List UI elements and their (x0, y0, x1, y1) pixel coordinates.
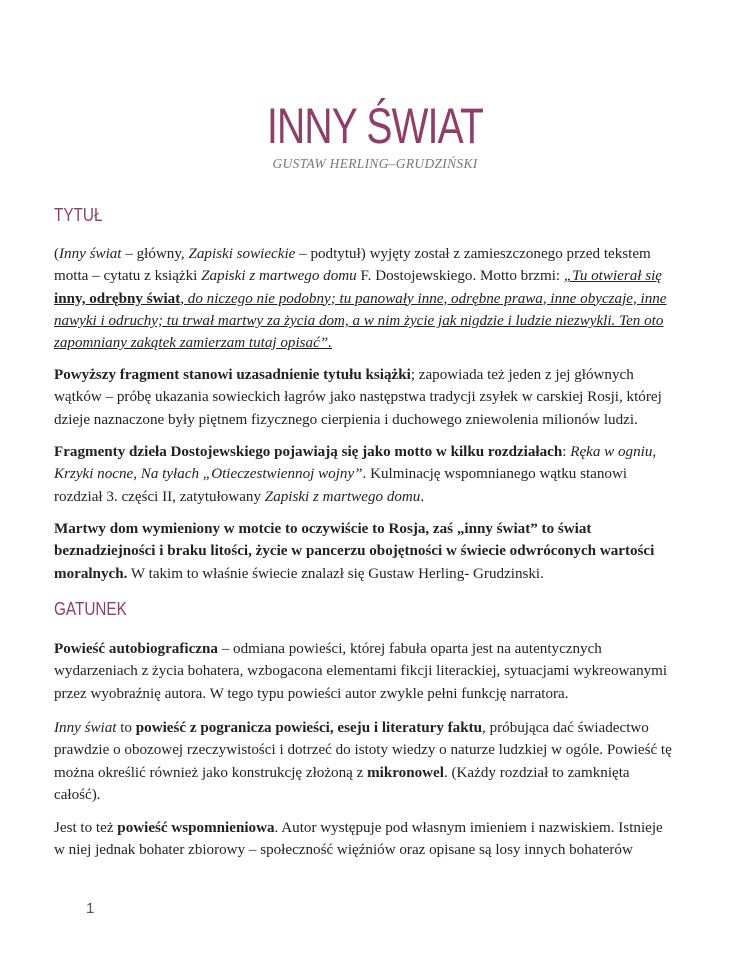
section-heading-gatunek: GATUNEK (54, 599, 127, 619)
motto-quote: „Tu otwierał się (563, 268, 662, 285)
paragraph-memoir: Jest to też powieść wspomnieniowa. Autor występuje pod własnym imieniem i nazwiskiem. Istnieje w niej jednak bohater zbiorowy – społeczność więźniów oraz opisane są losy innych bohaterów (54, 820, 663, 859)
page-number: 1 (86, 900, 95, 917)
paragraph-genre-border: Inny świat to powieść z pogranicza powieści, eseju i literatury faktu, próbująca dać świadectwo prawdzie o obozowej rzeczywistości i dotrzeć do istoty wiedzy o naturze ludzkiej w ogóle. Powieść tę można określić również jako konstrukcję złożoną z mikronowel. (Każdy rozdział to zamknięta całość). (54, 720, 672, 803)
paragraph-title-origin: (Inny świat – główny, Zapiski sowieckie – podtytuł) wyjęty został z zamieszczonego przed tekstem motta – cytatu z książki Zapiski z martwego domu F. Dostojewskiego. Motto brzmi: „Tu otwierał się inny, odrębny świat, do niczego nie podobny; tu panowały inne, odrębne prawa, inne obyczaje, inne nawyki i odruchy; tu trwał martwy za życia dom, a w nim życie jak nigdzie i ludzie niezwykli. Ten oto zapomniany zakątek zamierzam tutaj opisać”. (54, 246, 667, 352)
section-heading-tytul: TYTUŁ (54, 205, 103, 225)
motto-quote-rest: , do niczego nie podobny; tu panowały inne, odrębne prawa, inne obyczaje, inne nawyki i odruchy; tu trwał martwy za życia dom, a w nim życie jak nigdzie i ludzie niezwykli. Ten oto zapomniany zakątek zamierzam tutaj opisać”. (54, 290, 667, 352)
document-author: GUSTAW HERLING–GRUDZIŃSKI (272, 156, 478, 171)
paragraph-title-justification: Powyższy fragment stanowi uzasadnienie tytułu książki; zapowiada też jeden z jej głównych wątków – próbę ukazania sowieckich łagrów jako następstwa tradycji zsyłek w carskiej Rosji, której dzieje naznaczone były piętnem fizycznego cierpienia i duchowego zniewolenia milionów ludzi. (54, 367, 662, 428)
paragraph-autobiographical: Powieść autobiograficzna – odmiana powieści, której fabuła oparta jest na autentycznych wydarzeniach z życia bohatera, wzbogacona elementami fikcji literackiej, sytuacjami wykreowanymi przez wyobraźnię autora. W tego typu powieści autor zwykle pełni funkcję narratora. (54, 641, 668, 702)
paragraph-motto-fragments: Fragmenty dzieła Dostojewskiego pojawiają się jako motto w kilku rozdziałach: Ręka w ogniu, Krzyki nocne, Na tyłach „Otieczestwiennoj wojny”. Kulminację wspomnianego wątku stanowi rozdział 3. części II, zatytułowany Zapiski z martwego domu. (54, 444, 657, 505)
paragraph-dead-house: Martwy dom wymieniony w motcie to oczywiście to Rosja, zaś „inny świat” to świat beznadziejności i braku litości, życie w pancerzu obojętności w świecie odwróconych wartości moralnych. W takim to właśnie świecie znalazł się Gustaw Herling- Grudzinski. (54, 521, 655, 582)
motto-emphasis: inny, odrębny świat (54, 290, 181, 307)
document-title: INNY ŚWIAT (266, 98, 484, 154)
